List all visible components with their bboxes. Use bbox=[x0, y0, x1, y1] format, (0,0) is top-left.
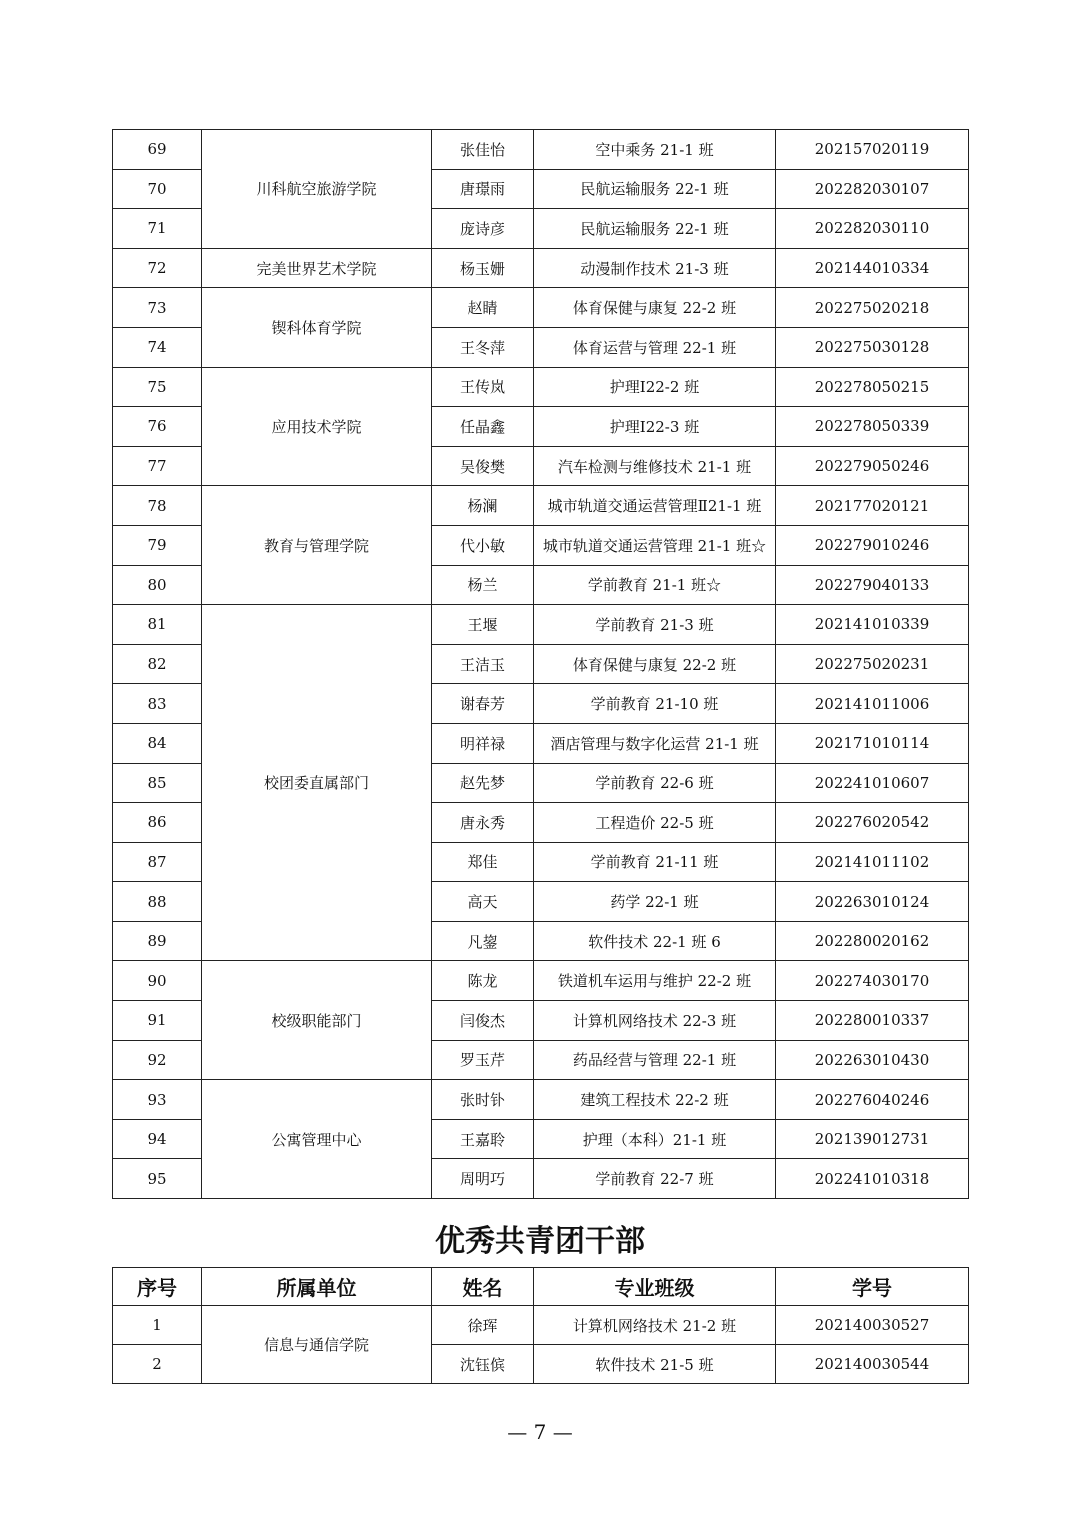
cell-name: 陈龙 bbox=[432, 961, 534, 1001]
cell-unit: 川科航空旅游学院 bbox=[202, 130, 432, 249]
cell-no: 84 bbox=[113, 723, 202, 763]
cell-id: 202275030128 bbox=[776, 327, 969, 367]
cell-no: 94 bbox=[113, 1119, 202, 1159]
cell-no: 83 bbox=[113, 684, 202, 724]
cell-id: 202276020542 bbox=[776, 803, 969, 843]
cell-id: 202140030527 bbox=[776, 1306, 969, 1345]
cell-class: 学前教育 22-6 班 bbox=[534, 763, 776, 803]
cell-class: 药品经营与管理 22-1 班 bbox=[534, 1040, 776, 1080]
cell-name: 罗玉芹 bbox=[432, 1040, 534, 1080]
cell-class: 计算机网络技术 22-3 班 bbox=[534, 1001, 776, 1041]
cell-class: 学前教育 21-3 班 bbox=[534, 605, 776, 645]
cell-name: 沈钰傧 bbox=[432, 1345, 534, 1384]
cell-name: 凡鋆 bbox=[432, 921, 534, 961]
cell-id: 202280020162 bbox=[776, 921, 969, 961]
cell-id: 202177020121 bbox=[776, 486, 969, 526]
cell-name: 杨兰 bbox=[432, 565, 534, 605]
header-name: 姓名 bbox=[432, 1268, 534, 1306]
cell-class: 城市轨道交通运营管理Ⅱ21-1 班 bbox=[534, 486, 776, 526]
cell-id: 202144010334 bbox=[776, 248, 969, 288]
table-row bbox=[113, 130, 969, 170]
cell-id: 202280010337 bbox=[776, 1001, 969, 1041]
cell-name: 明祥禄 bbox=[432, 723, 534, 763]
cell-no: 73 bbox=[113, 288, 202, 328]
cell-name: 杨玉姗 bbox=[432, 248, 534, 288]
cell-unit: 锲科体育学院 bbox=[202, 288, 432, 367]
cell-name: 唐永秀 bbox=[432, 803, 534, 843]
cell-no: 78 bbox=[113, 486, 202, 526]
cell-id: 202241010607 bbox=[776, 763, 969, 803]
cell-no: 87 bbox=[113, 842, 202, 882]
cell-name: 任晶鑫 bbox=[432, 407, 534, 447]
cell-class: 学前教育 22-7 班 bbox=[534, 1159, 776, 1199]
cell-no: 2 bbox=[113, 1345, 202, 1384]
cadre-list-body bbox=[113, 1306, 969, 1384]
table-row bbox=[113, 1306, 969, 1345]
cell-id: 202275020218 bbox=[776, 288, 969, 328]
cell-no: 95 bbox=[113, 1159, 202, 1199]
page-number: — 7 — bbox=[507, 1420, 573, 1444]
cell-class: 建筑工程技术 22-2 班 bbox=[534, 1080, 776, 1120]
cell-class: 汽车检测与维修技术 21-1 班 bbox=[534, 446, 776, 486]
cell-name: 唐璟雨 bbox=[432, 169, 534, 209]
cell-id: 202140030544 bbox=[776, 1345, 969, 1384]
table-row bbox=[113, 1080, 969, 1120]
cell-class: 学前教育 21-1 班☆ bbox=[534, 565, 776, 605]
cell-name: 庞诗彦 bbox=[432, 209, 534, 249]
cell-class: 空中乘务 21-1 班 bbox=[534, 130, 776, 170]
cell-name: 徐珲 bbox=[432, 1306, 534, 1345]
cell-class: 城市轨道交通运营管理 21-1 班☆ bbox=[534, 525, 776, 565]
table-row bbox=[113, 248, 969, 288]
cell-no: 72 bbox=[113, 248, 202, 288]
cell-no: 82 bbox=[113, 644, 202, 684]
section-title: 优秀共青团干部 bbox=[435, 1224, 645, 1259]
cell-no: 92 bbox=[113, 1040, 202, 1080]
cell-id: 202157020119 bbox=[776, 130, 969, 170]
cell-id: 202241010318 bbox=[776, 1159, 969, 1199]
cell-name: 杨澜 bbox=[432, 486, 534, 526]
cell-id: 202282030107 bbox=[776, 169, 969, 209]
cell-no: 85 bbox=[113, 763, 202, 803]
cell-no: 91 bbox=[113, 1001, 202, 1041]
cell-id: 202279010246 bbox=[776, 525, 969, 565]
cell-name: 吴俊樊 bbox=[432, 446, 534, 486]
cell-name: 赵先梦 bbox=[432, 763, 534, 803]
cell-name: 周明巧 bbox=[432, 1159, 534, 1199]
cell-id: 202141011006 bbox=[776, 684, 969, 724]
cell-id: 202171010114 bbox=[776, 723, 969, 763]
cell-unit: 校级职能部门 bbox=[202, 961, 432, 1080]
table-header-row bbox=[113, 1268, 969, 1306]
award-list-body bbox=[113, 130, 969, 1199]
cell-id: 202282030110 bbox=[776, 209, 969, 249]
cell-class: 学前教育 21-11 班 bbox=[534, 842, 776, 882]
cell-no: 70 bbox=[113, 169, 202, 209]
cell-no: 81 bbox=[113, 605, 202, 645]
cell-no: 71 bbox=[113, 209, 202, 249]
cell-id: 202278050215 bbox=[776, 367, 969, 407]
cell-class: 铁道机车运用与维护 22-2 班 bbox=[534, 961, 776, 1001]
cell-class: 药学 22-1 班 bbox=[534, 882, 776, 922]
cell-class: 护理Ⅰ22-2 班 bbox=[534, 367, 776, 407]
cell-name: 谢春芳 bbox=[432, 684, 534, 724]
cell-id: 202279050246 bbox=[776, 446, 969, 486]
cell-class: 软件技术 21-5 班 bbox=[534, 1345, 776, 1384]
cell-id: 202275020231 bbox=[776, 644, 969, 684]
cell-class: 软件技术 22-1 班 6 bbox=[534, 921, 776, 961]
cell-id: 202139012731 bbox=[776, 1119, 969, 1159]
header-id: 学号 bbox=[776, 1268, 969, 1306]
cell-name: 闫俊杰 bbox=[432, 1001, 534, 1041]
cell-id: 202263010124 bbox=[776, 882, 969, 922]
cell-class: 计算机网络技术 21-2 班 bbox=[534, 1306, 776, 1345]
cell-unit: 应用技术学院 bbox=[202, 367, 432, 486]
cell-class: 体育保健与康复 22-2 班 bbox=[534, 288, 776, 328]
cell-class: 酒店管理与数字化运营 21-1 班 bbox=[534, 723, 776, 763]
cell-name: 张时钋 bbox=[432, 1080, 534, 1120]
cell-id: 202278050339 bbox=[776, 407, 969, 447]
cell-name: 张佳怡 bbox=[432, 130, 534, 170]
cell-no: 89 bbox=[113, 921, 202, 961]
cell-class: 体育运营与管理 22-1 班 bbox=[534, 327, 776, 367]
table-row bbox=[113, 288, 969, 328]
cell-no: 75 bbox=[113, 367, 202, 407]
cell-no: 88 bbox=[113, 882, 202, 922]
cell-unit: 教育与管理学院 bbox=[202, 486, 432, 605]
cell-name: 王堰 bbox=[432, 605, 534, 645]
cell-class: 民航运输服务 22-1 班 bbox=[534, 209, 776, 249]
cell-no: 76 bbox=[113, 407, 202, 447]
cell-unit: 完美世界艺术学院 bbox=[202, 248, 432, 288]
table-row bbox=[113, 605, 969, 645]
cell-no: 74 bbox=[113, 327, 202, 367]
table-row bbox=[113, 367, 969, 407]
cell-id: 202141010339 bbox=[776, 605, 969, 645]
cell-id: 202141011102 bbox=[776, 842, 969, 882]
cell-class: 体育保健与康复 22-2 班 bbox=[534, 644, 776, 684]
cell-class: 学前教育 21-10 班 bbox=[534, 684, 776, 724]
cell-no: 1 bbox=[113, 1306, 202, 1345]
cell-unit: 公寓管理中心 bbox=[202, 1080, 432, 1199]
cell-id: 202276040246 bbox=[776, 1080, 969, 1120]
cell-name: 王传岚 bbox=[432, 367, 534, 407]
cell-no: 69 bbox=[113, 130, 202, 170]
table-row bbox=[113, 961, 969, 1001]
cell-no: 79 bbox=[113, 525, 202, 565]
cell-no: 86 bbox=[113, 803, 202, 843]
header-unit: 所属单位 bbox=[202, 1268, 432, 1306]
header-class: 专业班级 bbox=[534, 1268, 776, 1306]
cadre-list-table bbox=[112, 1267, 969, 1384]
cell-name: 赵睛 bbox=[432, 288, 534, 328]
cell-name: 高天 bbox=[432, 882, 534, 922]
cell-id: 202279040133 bbox=[776, 565, 969, 605]
table-row bbox=[113, 486, 969, 526]
cell-name: 王冬萍 bbox=[432, 327, 534, 367]
cell-class: 护理Ⅰ22-3 班 bbox=[534, 407, 776, 447]
cell-no: 80 bbox=[113, 565, 202, 605]
cell-no: 90 bbox=[113, 961, 202, 1001]
cell-class: 护理（本科）21-1 班 bbox=[534, 1119, 776, 1159]
cell-name: 王嘉聆 bbox=[432, 1119, 534, 1159]
cell-id: 202274030170 bbox=[776, 961, 969, 1001]
cell-unit: 信息与通信学院 bbox=[202, 1306, 432, 1384]
cell-class: 工程造价 22-5 班 bbox=[534, 803, 776, 843]
cell-class: 民航运输服务 22-1 班 bbox=[534, 169, 776, 209]
cell-no: 77 bbox=[113, 446, 202, 486]
award-list-table bbox=[112, 129, 969, 1199]
cell-name: 王洁玉 bbox=[432, 644, 534, 684]
cell-name: 代小敏 bbox=[432, 525, 534, 565]
cell-id: 202263010430 bbox=[776, 1040, 969, 1080]
cell-no: 93 bbox=[113, 1080, 202, 1120]
header-no: 序号 bbox=[113, 1268, 202, 1306]
cell-class: 动漫制作技术 21-3 班 bbox=[534, 248, 776, 288]
cell-unit: 校团委直属部门 bbox=[202, 605, 432, 961]
cell-name: 郑佳 bbox=[432, 842, 534, 882]
